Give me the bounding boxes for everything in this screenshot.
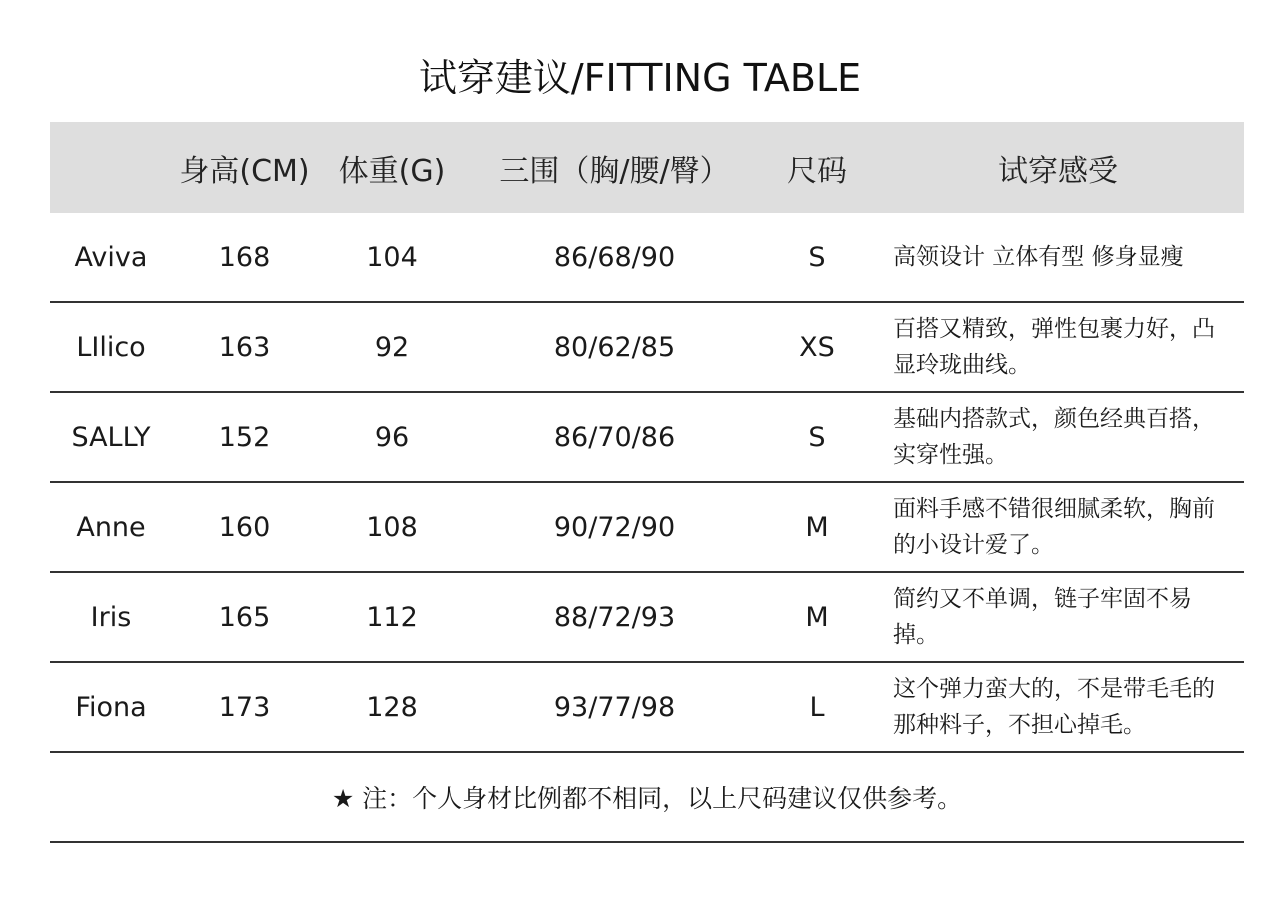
header-height: 身高(CM) bbox=[179, 153, 310, 189]
table-row bbox=[50, 573, 1244, 663]
cell-size: M bbox=[805, 511, 829, 543]
cell-weight: 128 bbox=[366, 691, 418, 723]
cell-feel: 简约又不单调，链子牢固不易掉。 bbox=[893, 586, 1192, 648]
cell-feel: 高领设计 立体有型 修身显瘦 bbox=[893, 244, 1184, 270]
table-row bbox=[50, 303, 1244, 393]
cell-height: 165 bbox=[218, 601, 271, 633]
cell-measurements: 80/62/85 bbox=[553, 331, 676, 363]
cell-size: L bbox=[809, 691, 825, 723]
table-row bbox=[50, 393, 1244, 483]
cell-height: 163 bbox=[218, 331, 271, 363]
cell-weight: 92 bbox=[374, 331, 410, 363]
cell-size: S bbox=[808, 241, 826, 273]
cell-name: Anne bbox=[76, 511, 146, 543]
cell-measurements: 88/72/93 bbox=[553, 601, 676, 633]
footnote: ★ 注：个人身材比例都不相同，以上尺码建议仅供参考。 bbox=[50, 753, 1244, 843]
cell-feel: 这个弹力蛮大的，不是带毛毛的那种料子，不担心掉毛。 bbox=[893, 676, 1215, 738]
header-name bbox=[50, 122, 172, 213]
fitting-table bbox=[50, 122, 1244, 843]
header-feel: 试穿感受 bbox=[998, 153, 1118, 189]
cell-measurements: 93/77/98 bbox=[553, 691, 676, 723]
cell-measurements: 90/72/90 bbox=[553, 511, 676, 543]
cell-measurements: 86/70/86 bbox=[553, 421, 676, 453]
cell-size: M bbox=[805, 601, 829, 633]
cell-size: S bbox=[808, 421, 826, 453]
cell-name: SALLY bbox=[71, 421, 151, 453]
cell-weight: 112 bbox=[366, 601, 418, 633]
page-title: 试穿建议/FITTING TABLE bbox=[418, 56, 862, 100]
cell-feel: 面料手感不错很细腻柔软，胸前的小设计爱了。 bbox=[893, 496, 1215, 558]
header-size: 尺码 bbox=[787, 153, 847, 189]
cell-weight: 104 bbox=[366, 241, 418, 273]
table-row bbox=[50, 213, 1244, 303]
cell-weight: 108 bbox=[366, 511, 418, 543]
cell-height: 152 bbox=[218, 421, 271, 453]
cell-name: Aviva bbox=[74, 241, 148, 273]
cell-name: LIlico bbox=[76, 331, 146, 363]
table-header bbox=[50, 122, 1244, 213]
cell-size: XS bbox=[799, 331, 835, 363]
cell-name: Fiona bbox=[75, 691, 147, 723]
cell-name: Iris bbox=[90, 601, 132, 633]
cell-measurements: 86/68/90 bbox=[553, 241, 676, 273]
header-weight: 体重(G) bbox=[338, 153, 446, 189]
cell-height: 168 bbox=[218, 241, 271, 273]
cell-height: 160 bbox=[218, 511, 271, 543]
cell-feel: 百搭又精致，弹性包裹力好，凸显玲珑曲线。 bbox=[893, 316, 1215, 378]
header-measurements: 三围（胸/腰/臀） bbox=[499, 153, 730, 189]
cell-weight: 96 bbox=[374, 421, 410, 453]
table-row bbox=[50, 483, 1244, 573]
cell-feel: 基础内搭款式，颜色经典百搭，实穿性强。 bbox=[893, 406, 1215, 468]
cell-height: 173 bbox=[218, 691, 271, 723]
table-row bbox=[50, 663, 1244, 753]
